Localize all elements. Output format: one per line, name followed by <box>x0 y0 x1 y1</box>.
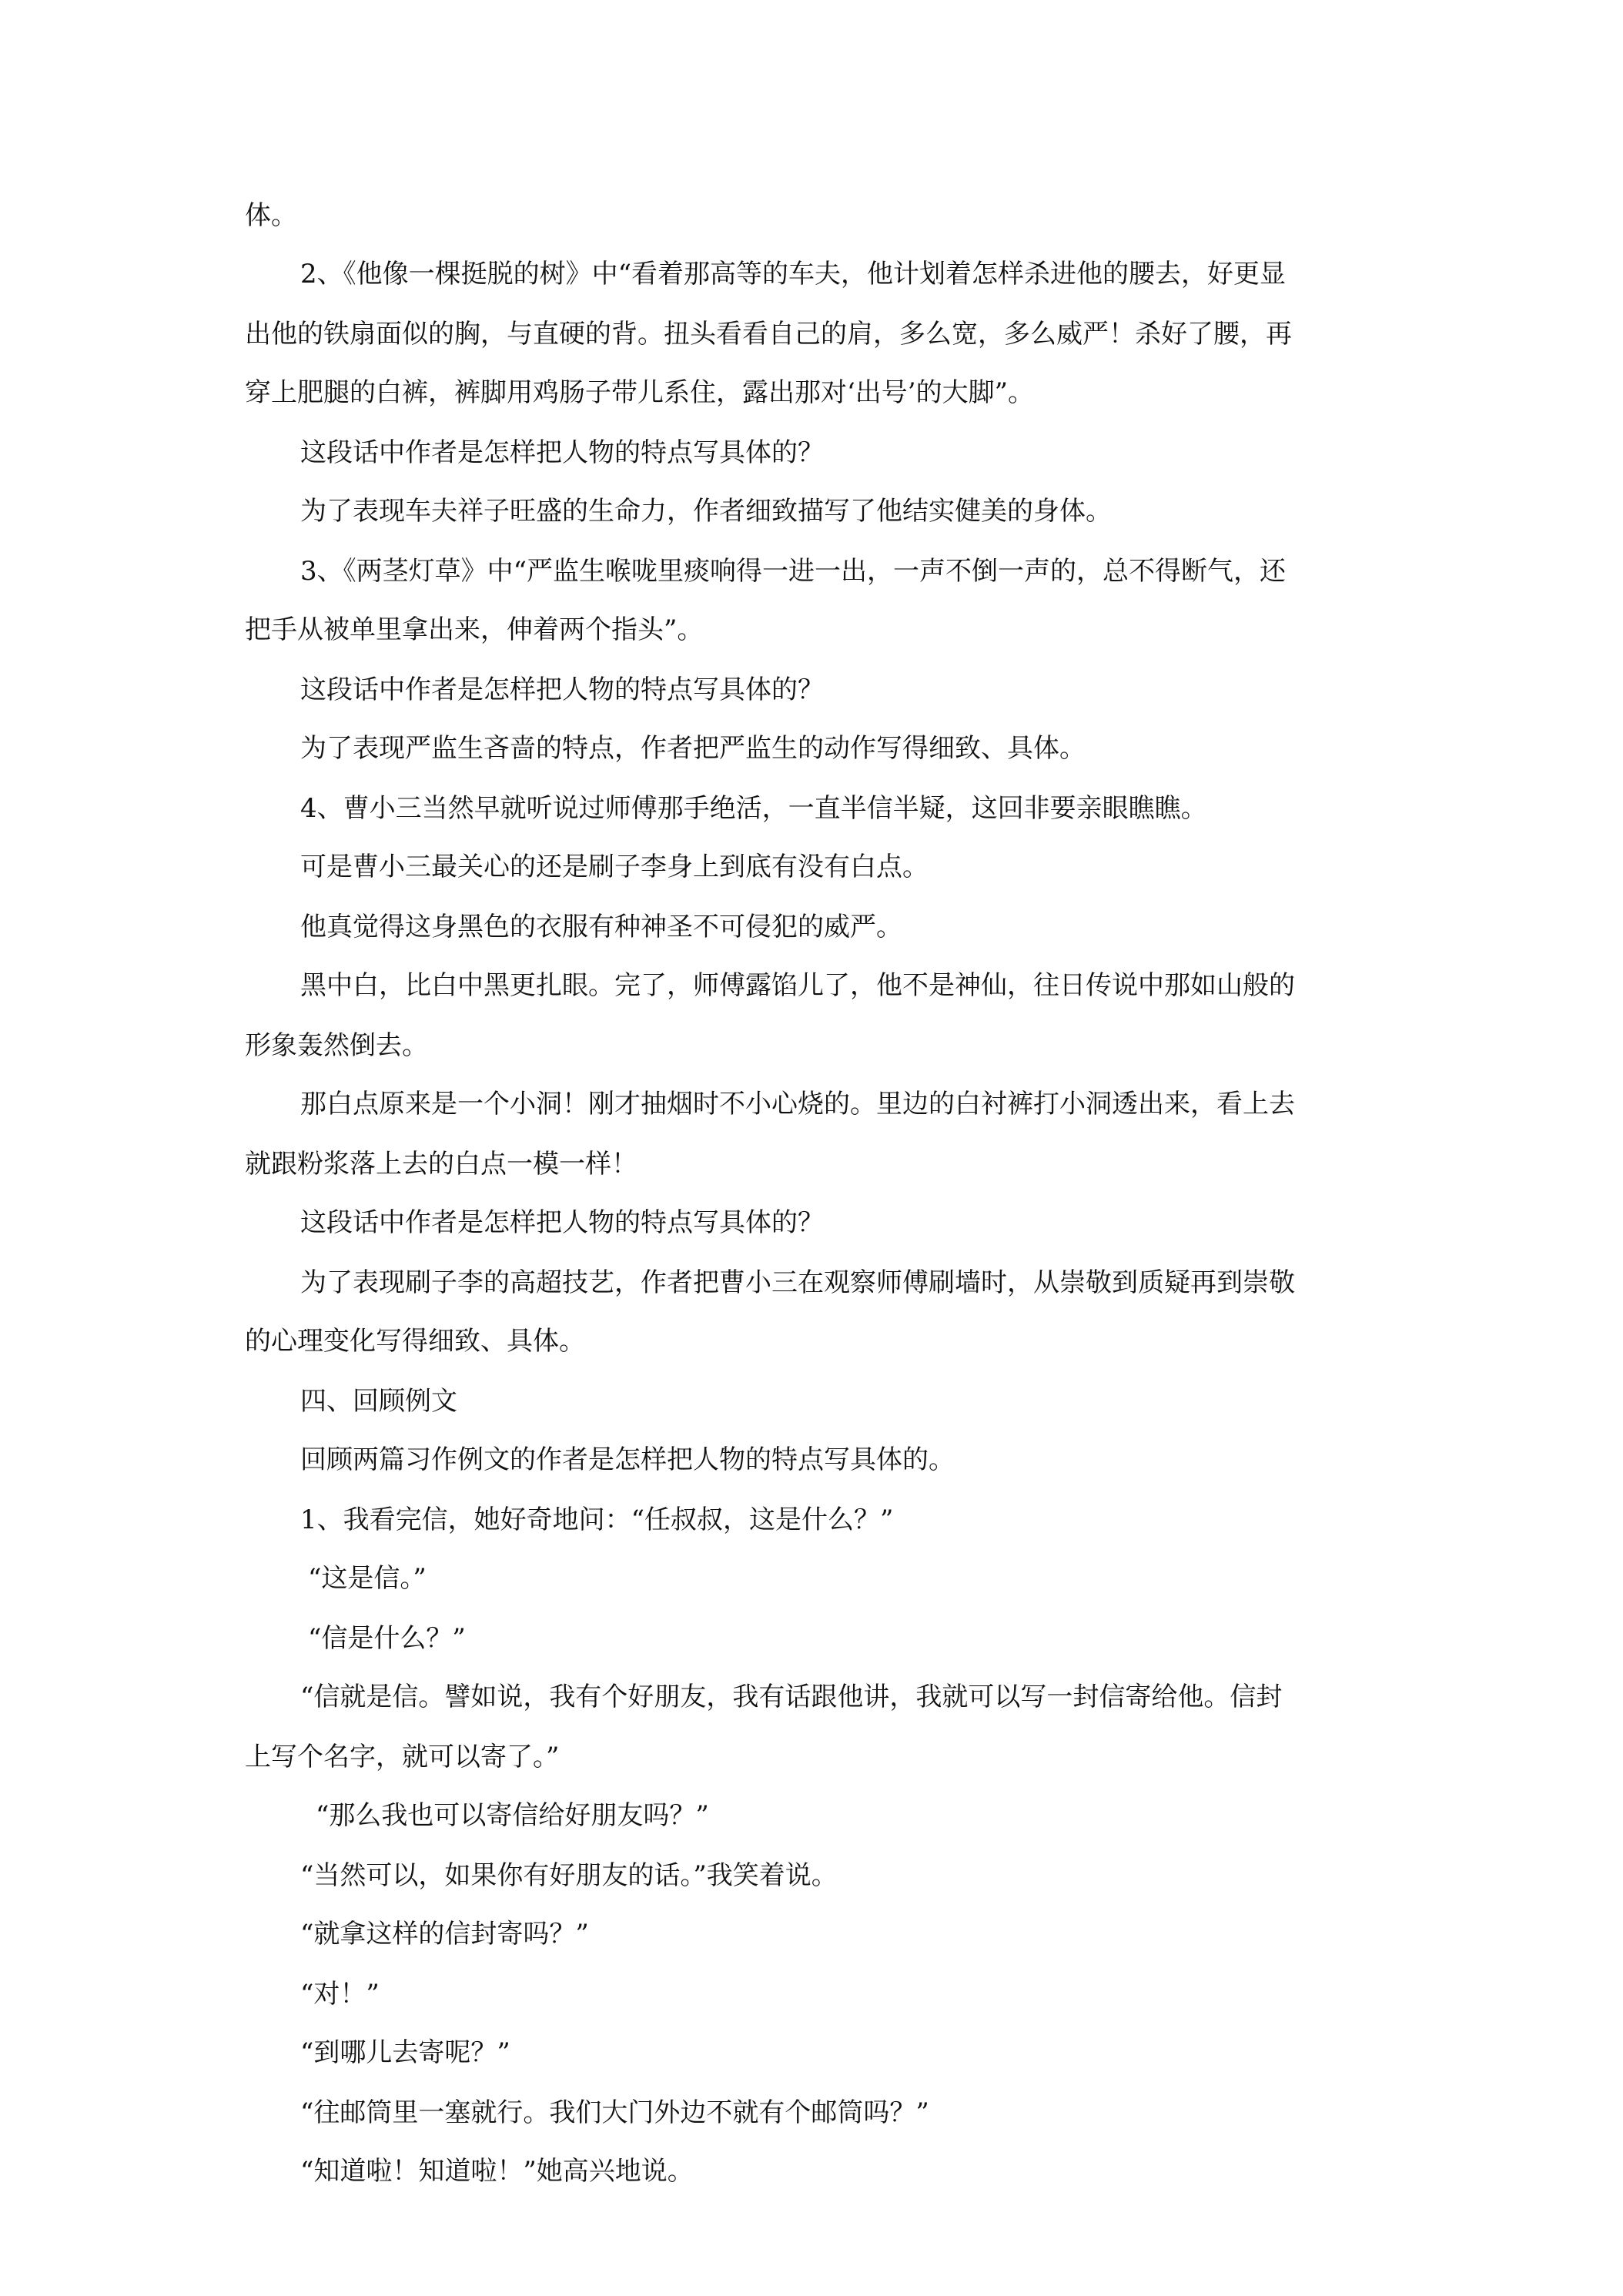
text-line: 就跟粉浆落上去的白点一模一样！ <box>245 1149 637 1180</box>
text-line: 为了表现严监生吝啬的特点，作者把严监生的动作写得细致、具体。 <box>300 733 1086 764</box>
text-line: 这段话中作者是怎样把人物的特点写具体的？ <box>300 1207 824 1238</box>
text-line: 为了表现车夫祥子旺盛的生命力，作者细致描写了他结实健美的身体。 <box>300 496 1112 527</box>
text-line: “信是什么？” <box>308 1623 466 1654</box>
text-line: “当然可以，如果你有好朋友的话。”我笑着说。 <box>300 1860 838 1891</box>
text-line: 体。 <box>245 200 297 231</box>
text-line: “知道啦！知道啦！”她高兴地说。 <box>300 2156 694 2187</box>
text-line: “就拿这样的信封寄吗？” <box>300 1919 589 1950</box>
text-line: 为了表现刷子李的高超技艺，作者把曹小三在观察师傅刷墙时，从崇敬到质疑再到崇敬 <box>300 1267 1295 1298</box>
text-line: “到哪儿去寄呢？” <box>300 2037 510 2068</box>
text-line: 可是曹小三最关心的还是刷子李身上到底有没有白点。 <box>300 852 929 882</box>
text-line: “对！” <box>300 1979 380 2010</box>
section-heading: 四、回顾例文 <box>300 1386 457 1417</box>
text-line: 出他的铁扇面似的胸，与直硬的背。扭头看看自己的肩，多么宽，多么威严！杀好了腰，再 <box>245 319 1292 350</box>
text-line: 上写个名字，就可以寄了。” <box>245 1742 560 1772</box>
text-line: 穿上肥腿的白裤，裤脚用鸡肠子带儿系住，露出那对‘出号’的大脚”。 <box>245 377 1034 408</box>
text-line: 这段话中作者是怎样把人物的特点写具体的？ <box>300 674 824 705</box>
text-line: 回顾两篇习作例文的作者是怎样把人物的特点写具体的。 <box>300 1444 955 1475</box>
text-line: 的心理变化写得细致、具体。 <box>245 1326 585 1357</box>
text-line: “这是信。” <box>308 1563 427 1594</box>
text-line: “往邮筒里一塞就行。我们大门外边不就有个邮筒吗？” <box>300 2097 929 2128</box>
text-line: “信就是信。譬如说，我有个好朋友，我有话跟他讲，我就可以写一封信寄给他。信封 <box>300 1682 1283 1712</box>
text-line: 4、曹小三当然早就听说过师傅那手绝活，一直半信半疑，这回非要亲眼瞧瞧。 <box>300 793 1207 824</box>
text-line: 他真觉得这身黑色的衣服有种神圣不可侵犯的威严。 <box>300 912 902 942</box>
text-line: 3、《两茎灯草》中“严监生喉咙里痰响得一进一出，一声不倒一声的，总不得断气，还 <box>300 556 1287 587</box>
text-line: 把手从被单里拿出来，伸着两个指头”。 <box>245 614 704 645</box>
text-line: 黑中白，比白中黑更扎眼。完了，师傅露馅儿了，他不是神仙，往日传说中那如山般的 <box>300 970 1295 1001</box>
text-line: 这段话中作者是怎样把人物的特点写具体的？ <box>300 437 824 468</box>
text-line: 形象轰然倒去。 <box>245 1030 428 1061</box>
text-line: 1、我看完信，她好奇地问：“任叔叔，这是什么？” <box>300 1504 894 1535</box>
text-line: 那白点原来是一个小洞！刚才抽烟时不小心烧的。里边的白衬裤打小洞透出来，看上去 <box>300 1089 1295 1120</box>
text-line: “那么我也可以寄信给好朋友吗？” <box>316 1800 709 1831</box>
text-line: 2、《他像一棵挺脱的树》中“看着那高等的车夫，他计划着怎样杀进他的腰去，好更显 <box>300 259 1287 290</box>
